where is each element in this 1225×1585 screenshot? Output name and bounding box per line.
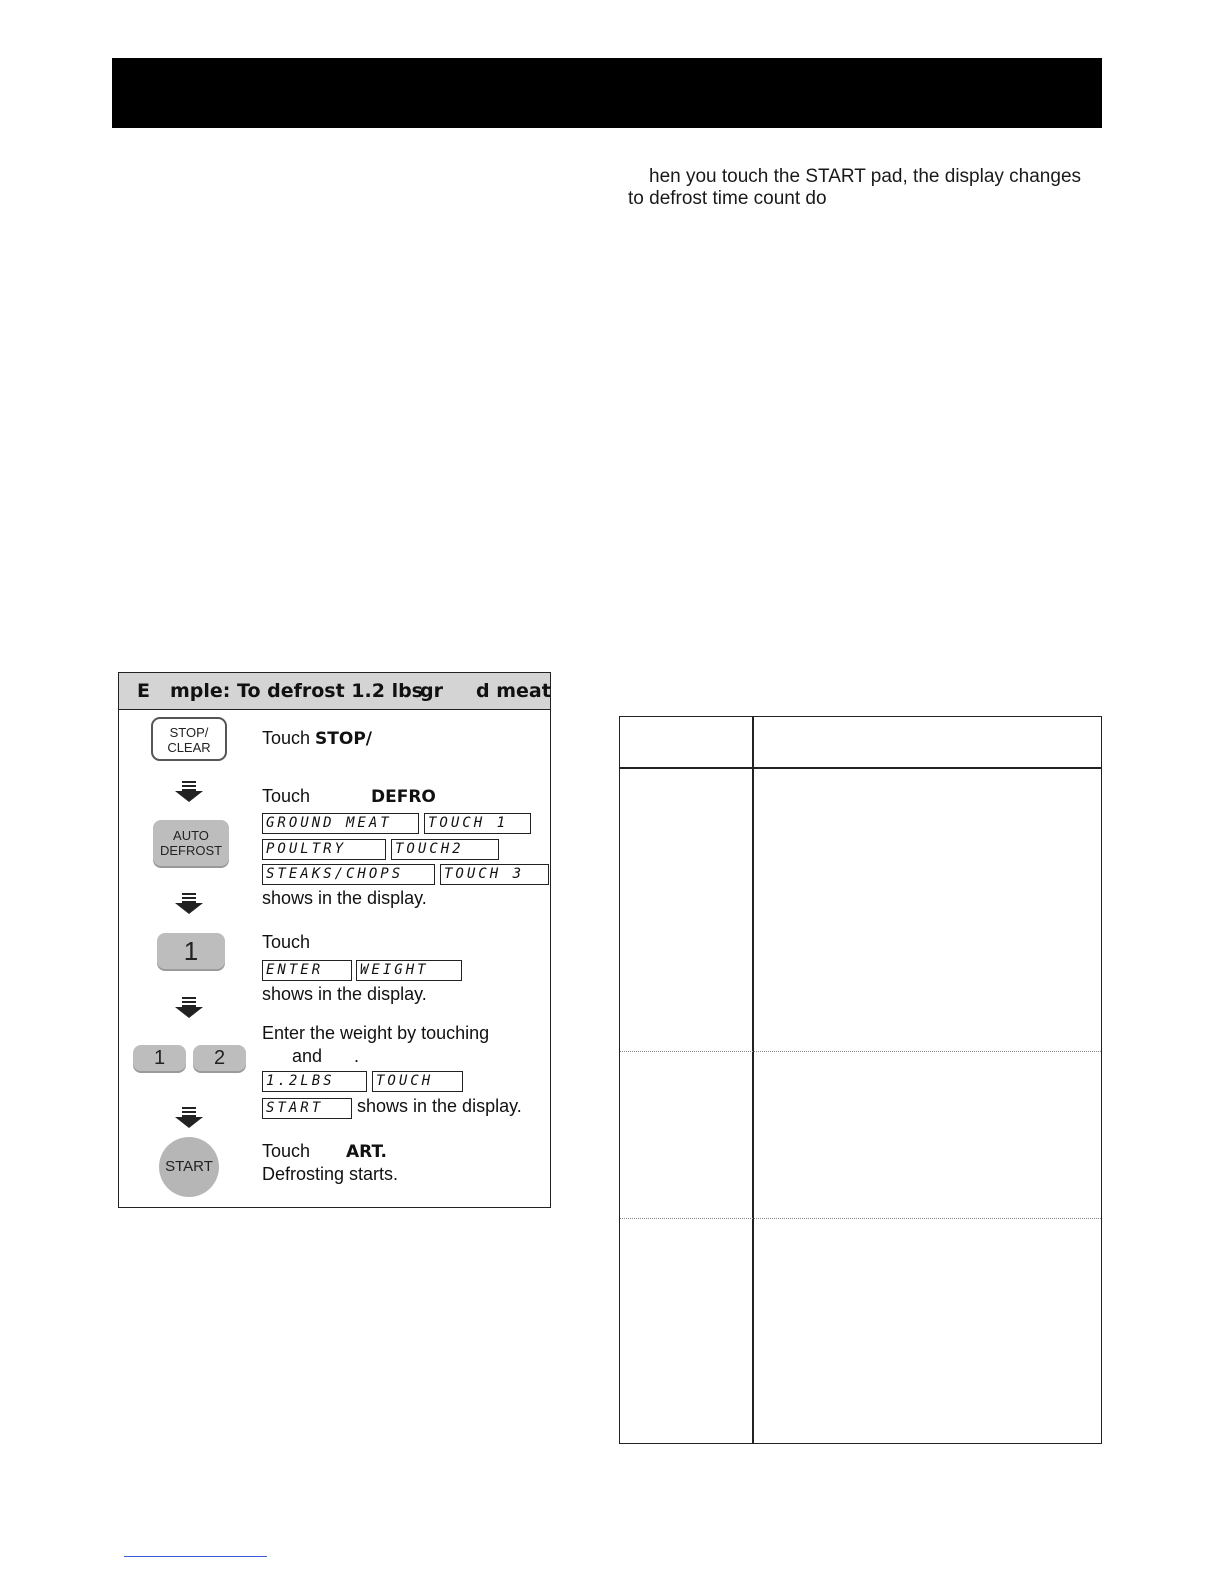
- table-row-divider: [620, 1051, 1101, 1052]
- step-4-period: .: [354, 1046, 360, 1066]
- table-row-divider: [620, 1218, 1101, 1219]
- lcd-start: START: [262, 1098, 352, 1119]
- auto-defrost-pad-line-2: DEFROST: [159, 843, 223, 858]
- step-3-suffix: shows in the display.: [262, 984, 427, 1004]
- defrost-info-table: [619, 716, 1102, 1444]
- down-arrow-icon: [175, 781, 203, 803]
- step-1-prefix: Touch: [262, 728, 316, 748]
- step-3-prefix: Touch: [262, 932, 311, 952]
- step-2-bold: DEFRO: [371, 787, 436, 807]
- lcd-touch-2: TOUCH2: [391, 839, 499, 860]
- stop-clear-pad[interactable]: [151, 717, 227, 761]
- down-arrow-icon: [175, 893, 203, 915]
- lcd-ground-meat: GROUND MEAT: [262, 813, 419, 834]
- page-header-bar: [112, 58, 1102, 128]
- example-box: [118, 672, 551, 1208]
- lcd-enter: ENTER: [262, 960, 352, 981]
- example-title-part-2: mple: To defrost 1.2 lbs: [170, 680, 423, 702]
- lcd-touch-1: TOUCH 1: [424, 813, 531, 834]
- table-column-divider: [752, 717, 754, 1443]
- step-5-bold-wrap: [346, 1140, 387, 1163]
- down-arrow-icon: [175, 997, 203, 1019]
- intro-paragraph: [628, 166, 1103, 210]
- step-5-prefix: Touch: [262, 1141, 311, 1161]
- start-pad[interactable]: START: [159, 1137, 219, 1197]
- stop-clear-pad-line-2: CLEAR: [167, 740, 211, 755]
- table-header-rule: [620, 767, 1101, 769]
- example-title-part-1: E: [137, 680, 150, 702]
- example-title-part-4: d meat: [476, 680, 551, 702]
- down-arrow-icon: [175, 1107, 203, 1129]
- step-2-suffix: shows in the display.: [262, 888, 427, 908]
- step-4-suffix: shows in the display.: [357, 1096, 522, 1116]
- example-header: [119, 673, 550, 710]
- step-1-text: [262, 727, 372, 750]
- step-2-text: [262, 785, 310, 807]
- step-5-bold: ART.: [346, 1142, 387, 1162]
- number-2-pad-small[interactable]: 2: [193, 1045, 246, 1071]
- number-1-pad-small[interactable]: 1: [133, 1045, 186, 1071]
- step-1-bold: STOP/: [315, 729, 373, 749]
- stop-clear-pad-line-1: STOP/: [169, 725, 209, 740]
- lcd-touch-3: TOUCH 3: [440, 864, 549, 885]
- example-title-part-3: gr: [420, 680, 443, 702]
- step-4-line-1: Enter the weight by touching: [262, 1023, 490, 1043]
- lcd-steaks-chops: STEAKS/CHOPS: [262, 864, 435, 885]
- intro-line-1: hen you touch the START pad, the display changes: [649, 166, 1082, 187]
- number-1-pad[interactable]: 1: [157, 933, 225, 969]
- auto-defrost-pad-line-1: AUTO: [173, 828, 209, 843]
- step-2-prefix: Touch: [262, 786, 311, 806]
- lcd-weight: WEIGHT: [356, 960, 462, 981]
- lcd-touch: TOUCH: [372, 1071, 463, 1092]
- step-2-bold-wrap: [371, 785, 436, 808]
- intro-line-2: to defrost time count do: [628, 188, 827, 209]
- step-5-line-2: Defrosting starts.: [262, 1164, 399, 1184]
- lcd-poultry: POULTRY: [262, 839, 386, 860]
- step-4-and: and: [292, 1046, 323, 1066]
- lcd-weight-value: 1.2LBS: [262, 1071, 367, 1092]
- auto-defrost-pad[interactable]: [153, 820, 229, 866]
- footer-link-underline[interactable]: [124, 1556, 267, 1557]
